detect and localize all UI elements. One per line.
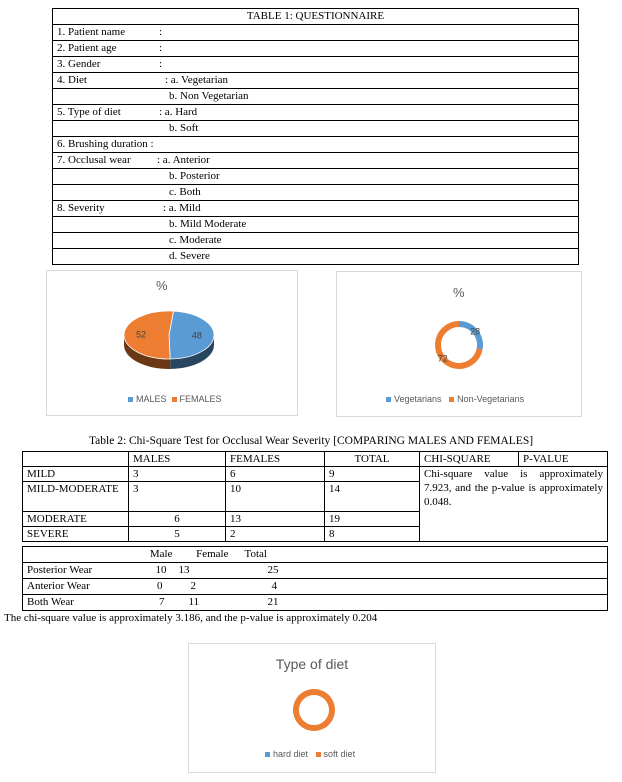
questionnaire-value: b. Mild Moderate [169, 218, 247, 230]
questionnaire-value: b. Posterior [169, 170, 220, 182]
questionnaire-row [53, 105, 579, 121]
questionnaire-row [53, 249, 579, 265]
wear-type-table [22, 546, 608, 611]
legend-swatch-females [172, 397, 177, 402]
row-males: 3 [129, 467, 226, 482]
questionnaire-label: 2. Patient age [57, 42, 117, 54]
questionnaire-row [53, 121, 579, 137]
questionnaire-table [52, 8, 579, 265]
header-p-value: P-VALUE [519, 452, 608, 467]
row-males: 6 [129, 512, 226, 527]
header-empty [23, 452, 129, 467]
questionnaire-value: d. Severe [169, 250, 210, 262]
questionnaire-label: 5. Type of diet [57, 106, 121, 118]
row-males: 5 [129, 527, 226, 542]
questionnaire-row [53, 137, 579, 153]
questionnaire-value: : a. Anterior [157, 154, 210, 166]
chart-title: % [453, 285, 465, 300]
legend-swatch-vegetarians [386, 397, 391, 402]
donut-segment-soft-diet [296, 692, 332, 728]
row-females: 2 [226, 527, 325, 542]
chart-legend [386, 394, 524, 404]
chart-legend [128, 394, 222, 404]
table2-caption: Table 2: Chi-Square Test for Occlusal Wear Severity [COMPARING MALES AND FEMALES] [88, 435, 534, 447]
legend-label-non-vegetarians: Non-Vegetarians [457, 394, 525, 404]
legend-swatch-hard-diet [265, 752, 270, 757]
chart-title: Type of diet [275, 656, 349, 672]
row-total: 4 [231, 579, 608, 595]
row-label: Both Wear [23, 595, 129, 611]
questionnaire-value: b. Soft [169, 122, 199, 134]
row-male: 10 [129, 563, 175, 579]
row-label: Anterior Wear [23, 579, 129, 595]
questionnaire-row [53, 73, 579, 89]
row-females: 6 [226, 467, 325, 482]
data-label: 48 [191, 330, 202, 341]
legend-label-soft-diet: soft diet [323, 749, 356, 759]
row-females: 13 [226, 512, 325, 527]
legend-label-hard-diet: hard diet [273, 749, 309, 759]
questionnaire-row [53, 185, 579, 201]
questionnaire-value: c. Moderate [169, 234, 222, 246]
questionnaire-value: c. Both [169, 186, 201, 198]
questionnaire-row [53, 217, 579, 233]
questionnaire-value: : [159, 42, 163, 54]
questionnaire-value: b. Non Vegetarian [169, 90, 249, 102]
chi-square-table [22, 451, 608, 542]
questionnaire-label: 1. Patient name [57, 26, 126, 38]
row-male: 7 [129, 595, 175, 611]
row-males: 3 [129, 482, 226, 512]
row-label: SEVERE [23, 527, 129, 542]
row-label: MILD [23, 467, 129, 482]
row-female: 13 [175, 563, 231, 579]
questionnaire-row [53, 25, 579, 41]
header-females: FEMALES [226, 452, 325, 467]
row-label: MODERATE [23, 512, 129, 527]
questionnaire-row [53, 153, 579, 169]
legend-swatch-soft-diet [316, 752, 321, 757]
header-chi-square: CHI-SQUARE [420, 452, 519, 467]
questionnaire-label: 8. Severity [57, 202, 105, 214]
questionnaire-value: : [159, 58, 163, 70]
questionnaire-value: : [159, 26, 163, 38]
chi-square-note: The chi-square value is approximately 3.186, and the p-value is approximately 0.204 [4, 612, 378, 624]
row-total: 9 [325, 467, 420, 482]
questionnaire-row [53, 169, 579, 185]
data-label: 52 [136, 329, 147, 340]
header-males: MALES [129, 452, 226, 467]
row-total: 21 [231, 595, 608, 611]
questionnaire-row [53, 89, 579, 105]
questionnaire-label: 3. Gender [57, 58, 101, 70]
type-of-diet-chart [188, 643, 436, 773]
questionnaire-label: 7. Occlusal wear [57, 154, 131, 166]
header-female: Female [175, 547, 231, 563]
legend-label-females: FEMALES [179, 394, 222, 404]
questionnaire-row [53, 57, 579, 73]
diet-donut-chart [336, 271, 582, 417]
data-label: 72 [437, 353, 448, 364]
questionnaire-label: 4. Diet [57, 74, 87, 86]
row-female: 2 [175, 579, 231, 595]
row-label: MILD-MODERATE [23, 482, 129, 512]
questionnaire-row [53, 233, 579, 249]
row-total: 19 [325, 512, 420, 527]
questionnaire-row [53, 41, 579, 57]
gender-pie-chart [46, 270, 298, 416]
row-total: 14 [325, 482, 420, 512]
legend-label-males: MALES [136, 394, 167, 404]
header-total: Total [231, 547, 608, 563]
header-empty [23, 547, 129, 563]
row-female: 11 [175, 595, 231, 611]
chart-legend [265, 749, 355, 759]
questionnaire-row [53, 201, 579, 217]
legend-swatch-males [128, 397, 133, 402]
questionnaire-value: : a. Mild [163, 202, 201, 214]
data-label: 28 [470, 326, 481, 337]
legend-swatch-non-vegetarians [449, 397, 454, 402]
row-total: 8 [325, 527, 420, 542]
questionnaire-title: TABLE 1: QUESTIONNAIRE [53, 9, 579, 25]
questionnaire-label: 6. Brushing duration : [57, 138, 154, 150]
row-male: 0 [129, 579, 175, 595]
chi-square-result: Chi-square value is approximately 7.923, and the p-value is approximately 0.048. [420, 467, 608, 542]
header-total: TOTAL [325, 452, 420, 467]
questionnaire-value: : a. Hard [159, 106, 198, 118]
header-male: Male [129, 547, 175, 563]
questionnaire-value: : a. Vegetarian [165, 74, 229, 86]
row-females: 10 [226, 482, 325, 512]
row-label: Posterior Wear [23, 563, 129, 579]
legend-label-vegetarians: Vegetarians [394, 394, 442, 404]
chart-title: % [156, 278, 168, 293]
row-total: 25 [231, 563, 608, 579]
